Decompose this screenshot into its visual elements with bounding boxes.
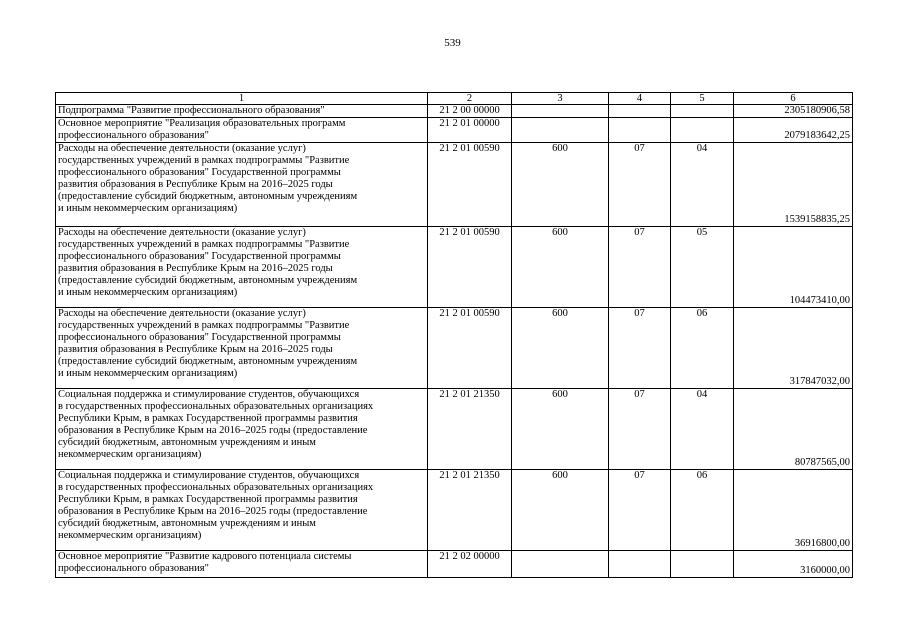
row-description: Социальная поддержка и стимулирование студентов, обучающихся в государственных профессиональных образовательных организациях Республики Крым, в рамках Государственной программы развития образования в Республике Крым на 2016–2025 годы (предоставление субсидий бюджетным, автономным учреждениям и иным некоммерческим организациям) [56,389,428,470]
row-target-code: 21 2 01 21350 [428,470,512,551]
row-col4: 07 [609,227,671,308]
row-target-code: 21 2 02 00000 [428,551,512,578]
row-col5: 04 [671,143,734,227]
row-description: Расходы на обеспечение деятельности (оказание услуг) государственных учреждений в рамках подпрограммы "Развитие профессионального образования" Государственной программы развития образования в Республике Крым на 2016–2025 годы (предоставление субсидий бюджетным, автономным учреждениям и иным некоммерческим организациям) [56,227,428,308]
row-amount: 104473410,00 [734,227,853,308]
table-row [56,118,853,143]
row-description: Расходы на обеспечение деятельности (оказание услуг) государственных учреждений в рамках подпрограммы "Развитие профессионального образования" Государственной программы развития образования в Республике Крым на 2016–2025 годы (предоставление субсидий бюджетным, автономным учреждениям и иным некоммерческим организациям) [56,308,428,389]
row-col3: 600 [512,227,609,308]
table-header-row [56,93,853,105]
row-description: Расходы на обеспечение деятельности (оказание услуг) государственных учреждений в рамках подпрограммы "Развитие профессионального образования" Государственной программы развития образования в Республике Крым на 2016–2025 годы (предоставление субсидий бюджетным, автономным учреждениям и иным некоммерческим организациям) [56,143,428,227]
table-row [56,470,853,551]
row-col3: 600 [512,143,609,227]
row-description: Основное мероприятие "Развитие кадрового потенциала системы профессионального образования" [56,551,428,578]
row-amount: 2305180906,58 [734,105,853,118]
row-col4 [609,118,671,143]
column-header-6: 6 [734,93,853,105]
row-col5: 06 [671,308,734,389]
row-col5: 05 [671,227,734,308]
row-col3 [512,105,609,118]
row-target-code: 21 2 01 00590 [428,227,512,308]
table-row [56,227,853,308]
row-col5: 06 [671,470,734,551]
table-row [56,105,853,118]
budget-table [55,92,853,578]
row-target-code: 21 2 01 00590 [428,308,512,389]
row-col5 [671,551,734,578]
row-col4 [609,551,671,578]
row-target-code: 21 2 00 00000 [428,105,512,118]
row-description: Основное мероприятие "Реализация образовательных программ профессионального образования" [56,118,428,143]
row-col3 [512,118,609,143]
row-col3: 600 [512,389,609,470]
row-target-code: 21 2 01 21350 [428,389,512,470]
table-row [56,551,853,578]
column-header-4: 4 [609,93,671,105]
row-amount: 2079183642,25 [734,118,853,143]
column-header-5: 5 [671,93,734,105]
row-col4: 07 [609,308,671,389]
column-header-3: 3 [512,93,609,105]
column-header-1: 1 [56,93,428,105]
row-col5 [671,118,734,143]
row-description: Социальная поддержка и стимулирование студентов, обучающихся в государственных профессиональных образовательных организациях Республики Крым, в рамках Государственной программы развития образования в Республике Крым на 2016–2025 годы (предоставление субсидий бюджетным, автономным учреждениям и иным некоммерческим организациям) [56,470,428,551]
row-col5: 04 [671,389,734,470]
row-amount: 80787565,00 [734,389,853,470]
row-amount: 317847032,00 [734,308,853,389]
row-col3: 600 [512,308,609,389]
row-col3 [512,551,609,578]
table-row [56,389,853,470]
row-col4: 07 [609,143,671,227]
row-col5 [671,105,734,118]
row-col4: 07 [609,389,671,470]
row-description: Подпрограмма "Развитие профессионального образования" [56,105,428,118]
row-col4: 07 [609,470,671,551]
row-col3: 600 [512,470,609,551]
row-amount: 1539158835,25 [734,143,853,227]
row-amount: 3160000,00 [734,551,853,578]
page-number: 539 [444,37,461,49]
column-header-2: 2 [428,93,512,105]
row-amount: 36916800,00 [734,470,853,551]
table-row [56,308,853,389]
row-target-code: 21 2 01 00590 [428,143,512,227]
row-target-code: 21 2 01 00000 [428,118,512,143]
table-row [56,143,853,227]
row-col4 [609,105,671,118]
